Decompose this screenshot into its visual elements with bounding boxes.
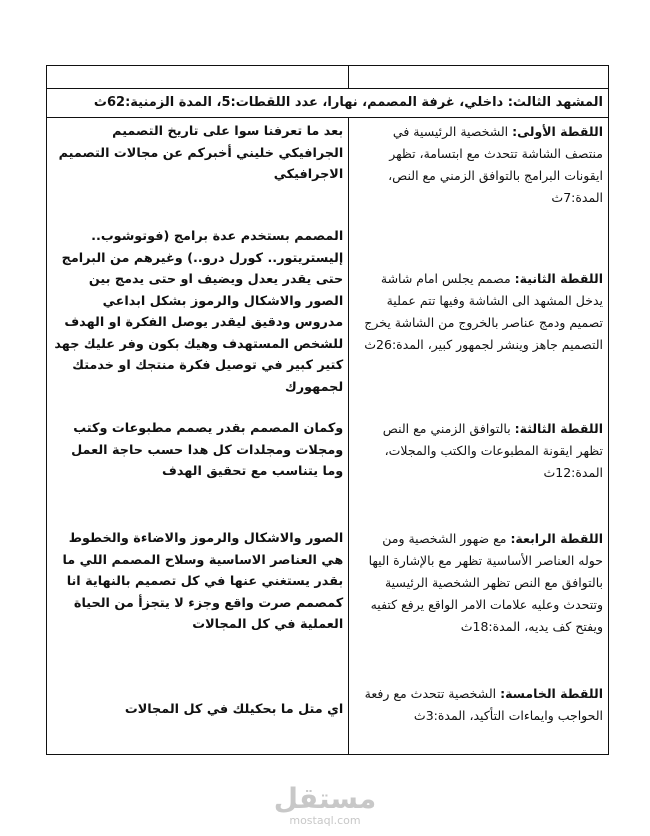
watermark-arabic: مستقل — [273, 782, 377, 815]
dialogue-5: اي متل ما بحكيلك في كل المجالات — [124, 702, 344, 717]
mostaql-watermark — [0, 784, 650, 828]
empty-header-row — [47, 66, 609, 89]
scene-header-row — [47, 89, 609, 118]
scene-header: المشهد الثالث: داخلي، غرفة المصمم، نهارا، عدد اللقطات:5، المدة الزمنية:62ث — [47, 89, 609, 118]
shot-2 — [354, 268, 603, 356]
shot-5-title: اللقطة الخامسة: — [500, 686, 603, 701]
dialogue-2: المصمم بستخدم عدة برامج (فوتوشوب.. إليستريتور.. كورل درو..) وغيرهم من البرامج حتى يقدر يعدل ويضيف او حتى يدمج بين الصور والاشكال والرموز بشكل ابداعي مدروس ودقيق ليقدر يوصل الفكرة او الهدف للشخص المستهدف وهيك بكون وفر عليك جهد كتير كبير في توصيل فكرة منتجك او خدمتك لجمهورك — [54, 229, 344, 395]
shots-column — [349, 118, 609, 755]
shot-2-text: مصمم يجلس امام شاشة يدخل المشهد الى الشاشة وفيها تتم عملية تصميم ودمج عناصر بالخروج من الشاشة يخرج التصميم جاهز وينشر لجمهور كبير، المدة:26ث — [364, 271, 603, 352]
shot-3 — [354, 418, 603, 484]
dialogue-1: بعد ما تعرفنا سوا على تاريخ التصميم الجرافيكي خليني أخبركم عن مجالات التصميم الاجرافيكي — [58, 124, 344, 182]
dialogue-4: الصور والاشكال والرموز والاضاءة والخطوط هي العناصر الاساسية وسلاح المصمم اللي ما بقدر يستغني عنها في كل تصميم بالنهاية انا كمصمم صرت واقع وجزء لا يتجزأ من الحياة العملية في كل المجالات — [62, 531, 344, 632]
shot-5-text: الشخصية تتحدث مع رفعة الحواجب وايماءات التأكيد، المدة:3ث — [364, 686, 603, 723]
dialogue-3: وكمان المصمم بقدر يصمم مطبوعات وكتب ومجلات ومجلدات كل هدا حسب حاجة العمل وما يتناسب مع تحقيق الهدف — [71, 421, 344, 479]
watermark-latin: mostaql.com — [289, 814, 361, 827]
shot-3-title: اللقطة الثالثة: — [514, 421, 603, 436]
script-table — [46, 65, 609, 755]
shot-3-text: بالتوافق الزمني مع النص تظهر ايقونة المطبوعات والكتب والمجلات، المدة:12ث — [382, 421, 603, 480]
empty-cell-left — [47, 66, 349, 89]
shot-4 — [354, 528, 603, 638]
shot-5 — [354, 683, 603, 727]
shot-2-title: اللقطة الثانية: — [514, 271, 603, 286]
dialogue-column — [47, 118, 349, 755]
shot-4-title: اللقطة الرابعة: — [510, 531, 603, 546]
shot-4-text: مع ضهور الشخصية ومن حوله العناصر الأساسية تظهر مع بالإشارة اليها بالتوافق مع النص تظهر الشخصية الرئيسية وتتحدث وعليه علامات الامر الواقع يرفع كتفيه ويفتح كف يديه، المدة:18ث — [368, 531, 603, 634]
shot-1-text: الشخصية الرئيسية في منتصف الشاشة تتحدث مع ابتسامة، تظهر ايقونات البرامج بالتوافق الزمني مع النص، المدة:7ث — [388, 124, 603, 205]
shot-1 — [354, 121, 603, 209]
shot-1-title: اللقطة الأولى: — [512, 124, 603, 139]
empty-cell-right — [349, 66, 609, 89]
shots-row — [47, 118, 609, 755]
